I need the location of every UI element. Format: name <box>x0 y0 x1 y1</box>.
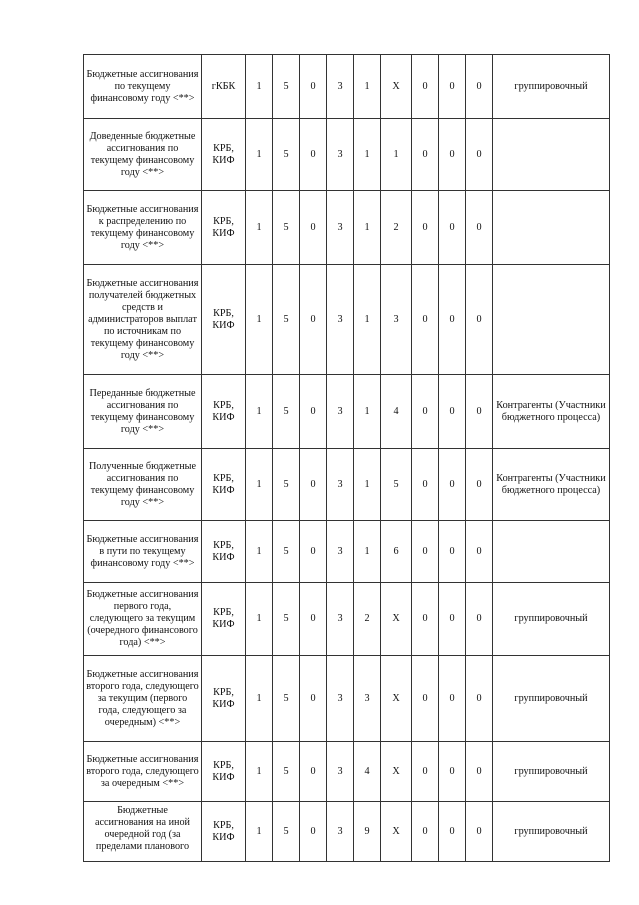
table-row <box>84 265 610 375</box>
digit-cell: 0 <box>412 55 439 119</box>
digit-cell: 1 <box>246 583 273 656</box>
digit-cell: 1 <box>354 119 381 191</box>
digit-cell: 0 <box>300 191 327 265</box>
digit-cell: 1 <box>246 55 273 119</box>
analytics-note <box>493 265 610 375</box>
table-row <box>84 191 610 265</box>
digit-cell: 0 <box>300 119 327 191</box>
digit-cell: 3 <box>327 742 354 802</box>
digit-cell: X <box>381 742 412 802</box>
digit-cell: 1 <box>354 449 381 521</box>
digit-cell: 0 <box>439 55 466 119</box>
digit-cell: X <box>381 583 412 656</box>
account-name: Бюджетные ассигнования второго года, следующего за текущим (первого года, следующего за очередным) <**> <box>84 656 202 742</box>
code-type: КРБ, КИФ <box>202 802 246 862</box>
analytics-note <box>493 521 610 583</box>
digit-cell: 0 <box>466 55 493 119</box>
digit-cell: 0 <box>439 742 466 802</box>
code-type: КРБ, КИФ <box>202 375 246 449</box>
digit-cell: 0 <box>466 583 493 656</box>
digit-cell: 0 <box>439 583 466 656</box>
code-type: КРБ, КИФ <box>202 191 246 265</box>
digit-cell: 1 <box>354 55 381 119</box>
table-row <box>84 449 610 521</box>
digit-cell: 0 <box>412 265 439 375</box>
digit-cell: 9 <box>354 802 381 862</box>
digit-cell: 0 <box>439 802 466 862</box>
table-row <box>84 656 610 742</box>
account-name-text: Бюджетные ассигнования на иной очередной год (за пределами планового <box>94 805 191 852</box>
digit-cell: 5 <box>273 119 300 191</box>
digit-cell: 5 <box>273 191 300 265</box>
code-type: КРБ, КИФ <box>202 449 246 521</box>
digit-cell: 1 <box>246 521 273 583</box>
digit-cell: 0 <box>300 583 327 656</box>
table-row <box>84 119 610 191</box>
digit-cell: 0 <box>466 191 493 265</box>
table-row <box>84 521 610 583</box>
code-type: КРБ, КИФ <box>202 583 246 656</box>
account-name: Бюджетные ассигнования в пути по текущему финансовому году <**> <box>84 521 202 583</box>
digit-cell: 5 <box>273 521 300 583</box>
digit-cell: 0 <box>466 265 493 375</box>
digit-cell: 0 <box>439 521 466 583</box>
digit-cell: 5 <box>273 55 300 119</box>
digit-cell: 0 <box>439 191 466 265</box>
digit-cell: 3 <box>327 802 354 862</box>
digit-cell: 5 <box>273 742 300 802</box>
digit-cell: 3 <box>327 375 354 449</box>
digit-cell: 0 <box>466 656 493 742</box>
analytics-note: Контрагенты (Участники бюджетного процесса) <box>493 449 610 521</box>
digit-cell: 0 <box>466 375 493 449</box>
digit-cell: 1 <box>246 656 273 742</box>
digit-cell: 1 <box>246 742 273 802</box>
digit-cell: 2 <box>354 583 381 656</box>
digit-cell: 5 <box>273 583 300 656</box>
code-type: КРБ, КИФ <box>202 656 246 742</box>
digit-cell: 0 <box>466 521 493 583</box>
digit-cell: X <box>381 55 412 119</box>
digit-cell: 0 <box>412 375 439 449</box>
digit-cell: 1 <box>246 375 273 449</box>
digit-cell: 0 <box>412 583 439 656</box>
digit-cell: 1 <box>246 265 273 375</box>
account-name <box>84 802 202 862</box>
digit-cell: 0 <box>412 119 439 191</box>
digit-cell: 0 <box>412 656 439 742</box>
digit-cell: 1 <box>354 265 381 375</box>
digit-cell: 5 <box>273 802 300 862</box>
account-name: Бюджетные ассигнования получателей бюджетных средств и администраторов выплат по источникам по текущему финансовому году <**> <box>84 265 202 375</box>
digit-cell: 5 <box>273 656 300 742</box>
table-row <box>84 742 610 802</box>
digit-cell: 0 <box>300 656 327 742</box>
analytics-note: группировочный <box>493 802 610 862</box>
digit-cell: 4 <box>354 742 381 802</box>
digit-cell: 0 <box>439 449 466 521</box>
digit-cell: X <box>381 802 412 862</box>
digit-cell: 3 <box>327 583 354 656</box>
digit-cell: 0 <box>412 742 439 802</box>
digit-cell: 0 <box>300 742 327 802</box>
digit-cell: 3 <box>327 191 354 265</box>
account-name: Полученные бюджетные ассигнования по текущему финансовому году <**> <box>84 449 202 521</box>
analytics-note: Контрагенты (Участники бюджетного процесса) <box>493 375 610 449</box>
account-name: Бюджетные ассигнования по текущему финансовому году <**> <box>84 55 202 119</box>
digit-cell: 3 <box>354 656 381 742</box>
digit-cell: 3 <box>327 119 354 191</box>
account-name: Бюджетные ассигнования второго года, следующего за очередным <**> <box>84 742 202 802</box>
digit-cell: 3 <box>381 265 412 375</box>
digit-cell: 0 <box>412 521 439 583</box>
analytics-note <box>493 119 610 191</box>
digit-cell: 5 <box>273 265 300 375</box>
digit-cell: 0 <box>412 191 439 265</box>
account-name: Бюджетные ассигнования к распределению по текущему финансовому году <**> <box>84 191 202 265</box>
digit-cell: 5 <box>273 375 300 449</box>
analytics-note: группировочный <box>493 55 610 119</box>
digit-cell: 4 <box>381 375 412 449</box>
digit-cell: 0 <box>466 742 493 802</box>
digit-cell: 5 <box>381 449 412 521</box>
table-row <box>84 55 610 119</box>
account-name: Бюджетные ассигнования первого года, следующего за текущим (очередного финансового года) <**> <box>84 583 202 656</box>
digit-cell: 3 <box>327 265 354 375</box>
digit-cell: 0 <box>300 55 327 119</box>
digit-cell: 6 <box>381 521 412 583</box>
code-type: КРБ, КИФ <box>202 119 246 191</box>
digit-cell: 0 <box>412 449 439 521</box>
table-row <box>84 583 610 656</box>
digit-cell: 3 <box>327 656 354 742</box>
digit-cell: 1 <box>381 119 412 191</box>
analytics-note <box>493 191 610 265</box>
digit-cell: 5 <box>273 449 300 521</box>
digit-cell: 1 <box>246 119 273 191</box>
digit-cell: 0 <box>439 265 466 375</box>
digit-cell: 0 <box>300 265 327 375</box>
digit-cell: 0 <box>300 802 327 862</box>
digit-cell: 3 <box>327 55 354 119</box>
digit-cell: 3 <box>327 521 354 583</box>
account-name: Переданные бюджетные ассигнования по текущему финансовому году <**> <box>84 375 202 449</box>
account-name: Доведенные бюджетные ассигнования по текущему финансовому году <**> <box>84 119 202 191</box>
digit-cell: X <box>381 656 412 742</box>
digit-cell: 1 <box>354 521 381 583</box>
digit-cell: 1 <box>246 802 273 862</box>
code-type: КРБ, КИФ <box>202 521 246 583</box>
accounts-table <box>83 54 610 862</box>
digit-cell: 3 <box>327 449 354 521</box>
analytics-note: группировочный <box>493 742 610 802</box>
digit-cell: 0 <box>439 375 466 449</box>
analytics-note: группировочный <box>493 583 610 656</box>
table-row <box>84 375 610 449</box>
digit-cell: 0 <box>300 375 327 449</box>
digit-cell: 1 <box>354 375 381 449</box>
digit-cell: 0 <box>466 449 493 521</box>
analytics-note: группировочный <box>493 656 610 742</box>
digit-cell: 0 <box>439 119 466 191</box>
accounts-table-body <box>84 55 610 862</box>
digit-cell: 0 <box>439 656 466 742</box>
digit-cell: 0 <box>300 521 327 583</box>
digit-cell: 1 <box>354 191 381 265</box>
digit-cell: 2 <box>381 191 412 265</box>
digit-cell: 0 <box>300 449 327 521</box>
code-type: гКБК <box>202 55 246 119</box>
digit-cell: 0 <box>466 802 493 862</box>
digit-cell: 1 <box>246 449 273 521</box>
digit-cell: 0 <box>412 802 439 862</box>
code-type: КРБ, КИФ <box>202 265 246 375</box>
digit-cell: 1 <box>246 191 273 265</box>
code-type: КРБ, КИФ <box>202 742 246 802</box>
table-row <box>84 802 610 862</box>
digit-cell: 0 <box>466 119 493 191</box>
